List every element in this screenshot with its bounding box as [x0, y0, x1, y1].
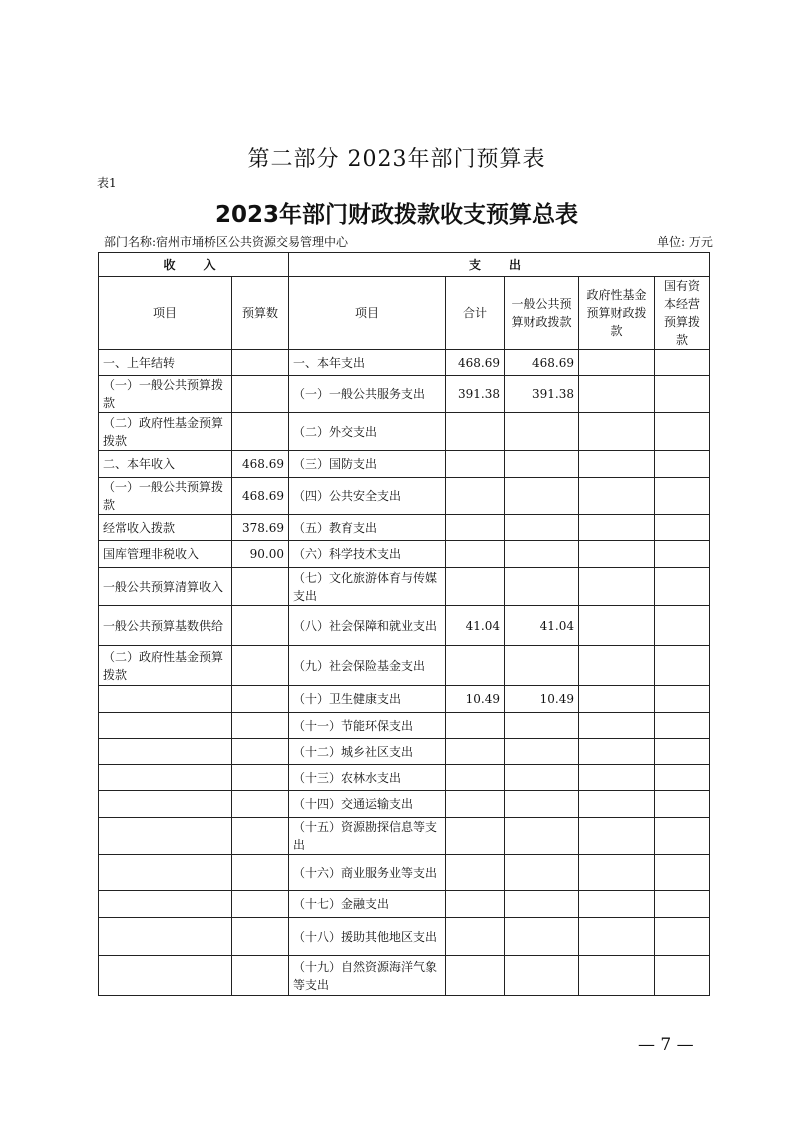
- income-item-cell: （二）政府性基金预算拨款: [99, 413, 232, 451]
- state-capital-cell: [655, 739, 710, 765]
- income-budget-cell: 468.69: [232, 451, 289, 478]
- fund-budget-cell: [579, 765, 655, 791]
- income-item-cell: 一般公共预算基数供给: [99, 606, 232, 646]
- total-cell: 10.49: [446, 686, 505, 713]
- income-item-cell: [99, 791, 232, 818]
- total-cell: [446, 646, 505, 686]
- table-row: [99, 765, 710, 791]
- income-item-cell: （一）一般公共预算拨款: [99, 376, 232, 413]
- general-budget-cell: [505, 739, 579, 765]
- state-capital-cell: [655, 541, 710, 568]
- income-budget-cell: [232, 606, 289, 646]
- fund-budget-cell: [579, 568, 655, 606]
- income-budget-cell: [232, 413, 289, 451]
- fund-budget-header: 政府性基金预算财政拨款: [579, 277, 655, 350]
- column-header-row: [99, 277, 710, 350]
- general-budget-cell: [505, 765, 579, 791]
- income-item-cell: 经常收入拨款: [99, 515, 232, 541]
- table-row: [99, 478, 710, 515]
- income-budget-cell: 90.00: [232, 541, 289, 568]
- income-item-cell: 一、上年结转: [99, 350, 232, 376]
- income-budget-cell: 468.69: [232, 478, 289, 515]
- income-item-cell: [99, 818, 232, 855]
- expense-item-cell: （十三）农林水支出: [289, 765, 446, 791]
- fund-budget-cell: [579, 376, 655, 413]
- income-budget-cell: [232, 350, 289, 376]
- income-item-cell: [99, 739, 232, 765]
- income-budget-cell: 378.69: [232, 515, 289, 541]
- expense-item-cell: （十七）金融支出: [289, 891, 446, 918]
- table-row: [99, 855, 710, 891]
- table-row: [99, 818, 710, 855]
- total-cell: [446, 791, 505, 818]
- section-header-row: [99, 253, 710, 277]
- income-budget-cell: [232, 918, 289, 956]
- fund-budget-cell: [579, 818, 655, 855]
- income-item-cell: [99, 765, 232, 791]
- state-capital-cell: [655, 646, 710, 686]
- income-item-cell: 国库管理非税收入: [99, 541, 232, 568]
- expense-item-cell: （一）一般公共服务支出: [289, 376, 446, 413]
- table-row: [99, 376, 710, 413]
- fund-budget-cell: [579, 413, 655, 451]
- unit-label: 单位: 万元: [657, 235, 713, 249]
- general-budget-cell: [505, 541, 579, 568]
- expense-item-cell: （七）文化旅游体育与传媒支出: [289, 568, 446, 606]
- expense-item-cell: （十九）自然资源海洋气象等支出: [289, 956, 446, 996]
- table-row: [99, 891, 710, 918]
- general-budget-cell: [505, 791, 579, 818]
- total-cell: [446, 568, 505, 606]
- total-cell: [446, 855, 505, 891]
- fund-budget-cell: [579, 855, 655, 891]
- table-row: [99, 739, 710, 765]
- income-item-cell: [99, 713, 232, 739]
- income-budget-cell: [232, 765, 289, 791]
- income-item-cell: 二、本年收入: [99, 451, 232, 478]
- income-budget-cell: [232, 686, 289, 713]
- general-budget-cell: 391.38: [505, 376, 579, 413]
- income-budget-cell: [232, 646, 289, 686]
- income-item-cell: [99, 855, 232, 891]
- total-cell: 468.69: [446, 350, 505, 376]
- state-capital-cell: [655, 451, 710, 478]
- total-cell: [446, 956, 505, 996]
- income-item-cell: [99, 686, 232, 713]
- income-budget-cell: [232, 791, 289, 818]
- general-budget-cell: [505, 855, 579, 891]
- total-cell: [446, 515, 505, 541]
- state-capital-cell: [655, 918, 710, 956]
- state-capital-cell: [655, 413, 710, 451]
- table-row: [99, 956, 710, 996]
- table-row: [99, 541, 710, 568]
- general-budget-cell: 468.69: [505, 350, 579, 376]
- general-budget-cell: [505, 413, 579, 451]
- expense-item-cell: （六）科学技术支出: [289, 541, 446, 568]
- state-capital-cell: [655, 515, 710, 541]
- income-budget-cell: [232, 376, 289, 413]
- table-number: 表1: [97, 176, 117, 190]
- income-item-cell: [99, 956, 232, 996]
- income-budget-cell: [232, 956, 289, 996]
- table-row: [99, 791, 710, 818]
- general-budget-cell: [505, 451, 579, 478]
- fund-budget-cell: [579, 791, 655, 818]
- total-cell: 41.04: [446, 606, 505, 646]
- expense-item-cell: （十一）节能环保支出: [289, 713, 446, 739]
- state-capital-cell: [655, 478, 710, 515]
- general-budget-cell: [505, 515, 579, 541]
- general-budget-header: 一般公共预算财政拨款: [505, 277, 579, 350]
- income-header: 收 入: [99, 253, 289, 277]
- table-row: [99, 918, 710, 956]
- state-capital-cell: [655, 765, 710, 791]
- total-cell: [446, 918, 505, 956]
- table-row: [99, 606, 710, 646]
- expense-item-cell: （十六）商业服务业等支出: [289, 855, 446, 891]
- state-capital-cell: [655, 350, 710, 376]
- budget-table: [98, 252, 710, 996]
- state-capital-cell: [655, 956, 710, 996]
- income-budget-header: 预算数: [232, 277, 289, 350]
- total-cell: [446, 713, 505, 739]
- income-budget-cell: [232, 568, 289, 606]
- table-row: [99, 515, 710, 541]
- total-header: 合计: [446, 277, 505, 350]
- income-item-cell: （二）政府性基金预算拨款: [99, 646, 232, 686]
- fund-budget-cell: [579, 686, 655, 713]
- general-budget-cell: 41.04: [505, 606, 579, 646]
- general-budget-cell: [505, 818, 579, 855]
- table-row: [99, 350, 710, 376]
- general-budget-cell: [505, 478, 579, 515]
- income-item-cell: 一般公共预算清算收入: [99, 568, 232, 606]
- fund-budget-cell: [579, 918, 655, 956]
- table-row: [99, 568, 710, 606]
- income-budget-cell: [232, 891, 289, 918]
- general-budget-cell: [505, 713, 579, 739]
- fund-budget-cell: [579, 956, 655, 996]
- state-capital-cell: [655, 376, 710, 413]
- income-budget-cell: [232, 713, 289, 739]
- state-capital-cell: [655, 606, 710, 646]
- total-cell: [446, 891, 505, 918]
- fund-budget-cell: [579, 891, 655, 918]
- expense-item-cell: （五）教育支出: [289, 515, 446, 541]
- fund-budget-cell: [579, 350, 655, 376]
- state-capital-cell: [655, 791, 710, 818]
- expense-item-cell: （二）外交支出: [289, 413, 446, 451]
- general-budget-cell: [505, 646, 579, 686]
- general-budget-cell: 10.49: [505, 686, 579, 713]
- total-cell: [446, 478, 505, 515]
- expense-item-cell: （八）社会保障和就业支出: [289, 606, 446, 646]
- state-capital-cell: [655, 855, 710, 891]
- fund-budget-cell: [579, 713, 655, 739]
- total-cell: [446, 739, 505, 765]
- state-capital-cell: [655, 818, 710, 855]
- table-row: [99, 713, 710, 739]
- state-capital-cell: [655, 686, 710, 713]
- expense-item-cell: （十四）交通运输支出: [289, 791, 446, 818]
- fund-budget-cell: [579, 541, 655, 568]
- fund-budget-cell: [579, 515, 655, 541]
- total-cell: [446, 413, 505, 451]
- table-row: [99, 646, 710, 686]
- total-cell: [446, 765, 505, 791]
- income-item-cell: [99, 918, 232, 956]
- income-item-cell: （一）一般公共预算拨款: [99, 478, 232, 515]
- fund-budget-cell: [579, 606, 655, 646]
- expense-item-cell: （九）社会保险基金支出: [289, 646, 446, 686]
- general-budget-cell: [505, 891, 579, 918]
- table-row: [99, 686, 710, 713]
- state-capital-cell: [655, 891, 710, 918]
- general-budget-cell: [505, 956, 579, 996]
- expense-item-cell: 一、本年支出: [289, 350, 446, 376]
- total-cell: [446, 451, 505, 478]
- income-budget-cell: [232, 818, 289, 855]
- income-item-header: 项目: [99, 277, 232, 350]
- expense-item-cell: （十二）城乡社区支出: [289, 739, 446, 765]
- expense-item-cell: （十八）援助其他地区支出: [289, 918, 446, 956]
- general-budget-cell: [505, 918, 579, 956]
- state-capital-cell: [655, 568, 710, 606]
- expense-item-cell: （四）公共安全支出: [289, 478, 446, 515]
- department-name: 部门名称:宿州市埇桥区公共资源交易管理中心: [104, 235, 349, 249]
- total-cell: [446, 541, 505, 568]
- table-row: [99, 413, 710, 451]
- expense-item-cell: （十五）资源勘探信息等支出: [289, 818, 446, 855]
- table-row: [99, 451, 710, 478]
- general-budget-cell: [505, 568, 579, 606]
- income-budget-cell: [232, 855, 289, 891]
- state-capital-header: 国有资本经营预算拨款: [655, 277, 710, 350]
- total-cell: 391.38: [446, 376, 505, 413]
- fund-budget-cell: [579, 646, 655, 686]
- expense-item-header: 项目: [289, 277, 446, 350]
- income-budget-cell: [232, 739, 289, 765]
- fund-budget-cell: [579, 451, 655, 478]
- state-capital-cell: [655, 713, 710, 739]
- part-title: 第二部分 2023年部门预算表: [247, 147, 546, 172]
- expense-item-cell: （十）卫生健康支出: [289, 686, 446, 713]
- page-title: 2023年部门财政拨款收支预算总表: [214, 202, 578, 228]
- expense-item-cell: （三）国防支出: [289, 451, 446, 478]
- fund-budget-cell: [579, 478, 655, 515]
- page-number: — 7 —: [638, 1035, 694, 1055]
- fund-budget-cell: [579, 739, 655, 765]
- total-cell: [446, 818, 505, 855]
- income-item-cell: [99, 891, 232, 918]
- expense-header: 支 出: [289, 253, 710, 277]
